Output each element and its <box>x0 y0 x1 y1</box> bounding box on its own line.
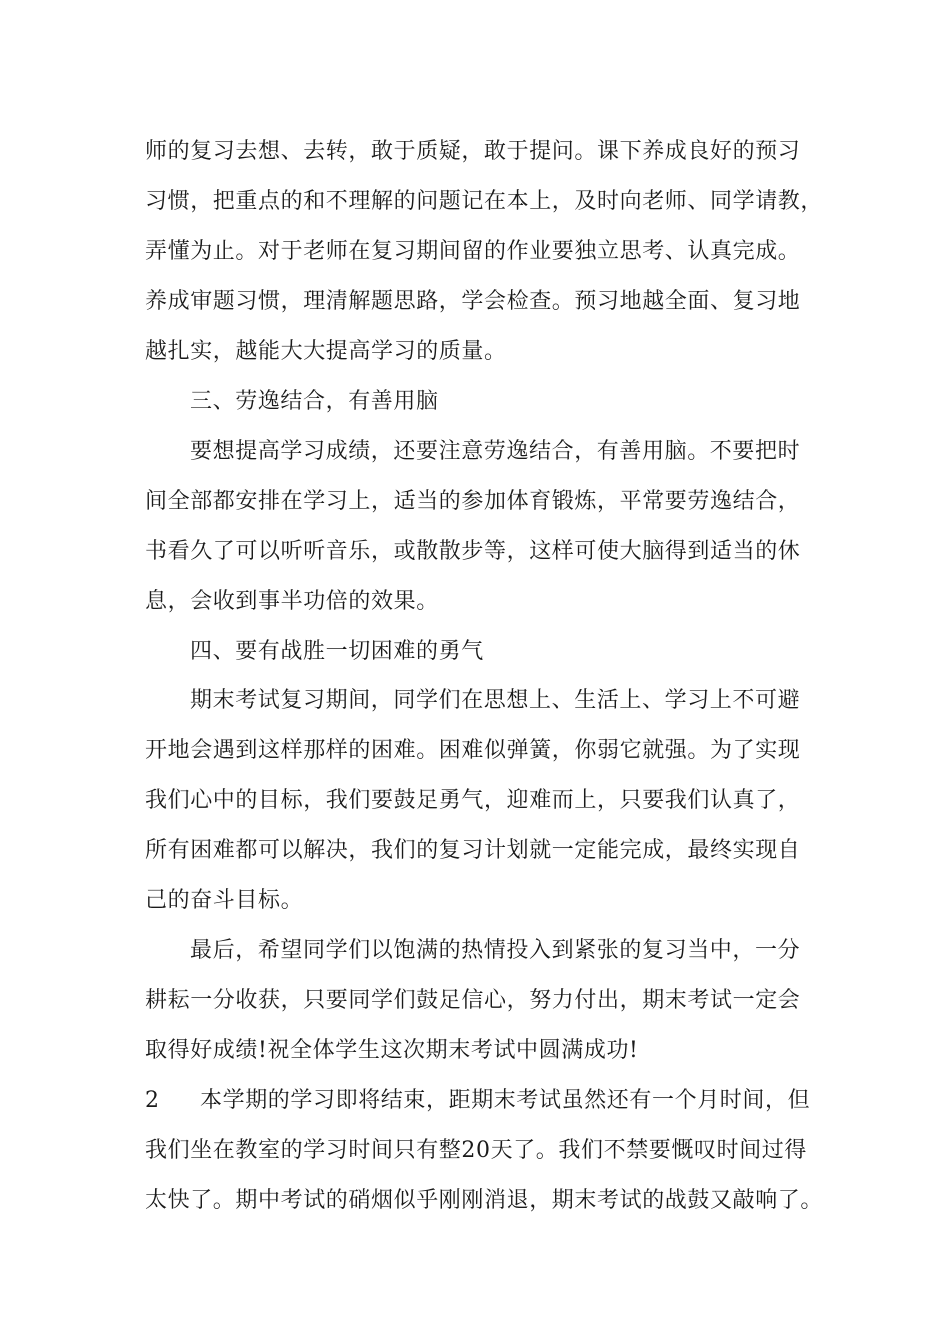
paragraph-line: 所有困难都可以解决，我们的复习计划就一定能完成，最终实现自 <box>145 838 801 863</box>
paragraph-line: 最后，希望同学们以饱满的热情投入到紧张的复习当中，一分 <box>190 938 801 963</box>
paragraph-line: 弄懂为止。对于老师在复习期间留的作业要独立思考、认真完成。 <box>145 239 801 264</box>
paragraph-line: 师的复习去想、去转，敢于质疑，敢于提问。课下养成良好的预习 <box>145 139 801 164</box>
paragraph-line: 息，会收到事半功倍的效果。 <box>145 589 439 614</box>
paragraph-line: 我们坐在教室的学习时间只有整20天了。我们不禁要慨叹时间过得 <box>145 1138 807 1163</box>
paragraph-line: 我们心中的目标，我们要鼓足勇气，迎难而上，只要我们认真了， <box>145 788 801 813</box>
section-heading: 四、要有战胜一切困难的勇气 <box>190 639 484 664</box>
paragraph-line: 开地会遇到这样那样的困难。困难似弹簧，你弱它就强。为了实现 <box>145 738 801 763</box>
paragraph-line: 太快了。期中考试的硝烟似乎刚刚消退，期末考试的战鼓又敲响了。 <box>145 1188 824 1213</box>
paragraph-line: 书看久了可以听听音乐，或散散步等，这样可使大脑得到适当的休 <box>145 539 801 564</box>
paragraph-line: 取得好成绩!祝全体学生这次期末考试中圆满成功! <box>145 1038 639 1063</box>
paragraph-line: 要想提高学习成绩，还要注意劳逸结合，有善用脑。不要把时 <box>190 439 801 464</box>
paragraph-line: 己的奋斗目标。 <box>145 888 304 913</box>
section-number: 2 <box>145 1088 160 1113</box>
paragraph-line: 越扎实，越能大大提高学习的质量。 <box>145 339 507 364</box>
paragraph-line: 习惯，把重点的和不理解的问题记在本上，及时向老师、同学请教， <box>145 189 824 214</box>
paragraph-line: 间全部都安排在学习上，适当的参加体育锻炼，平常要劳逸结合， <box>145 489 801 514</box>
paragraph-line: 期末考试复习期间，同学们在思想上、生活上、学习上不可避 <box>190 688 801 713</box>
paragraph-line: 养成审题习惯，理清解题思路，学会检查。预习地越全面、复习地 <box>145 289 801 314</box>
section-heading: 三、劳逸结合，有善用脑 <box>190 389 439 414</box>
paragraph-line: 耕耘一分收获，只要同学们鼓足信心，努力付出，期末考试一定会 <box>145 988 801 1013</box>
paragraph-line: 本学期的学习即将结束，距期末考试虽然还有一个月时间，但 <box>200 1088 811 1113</box>
